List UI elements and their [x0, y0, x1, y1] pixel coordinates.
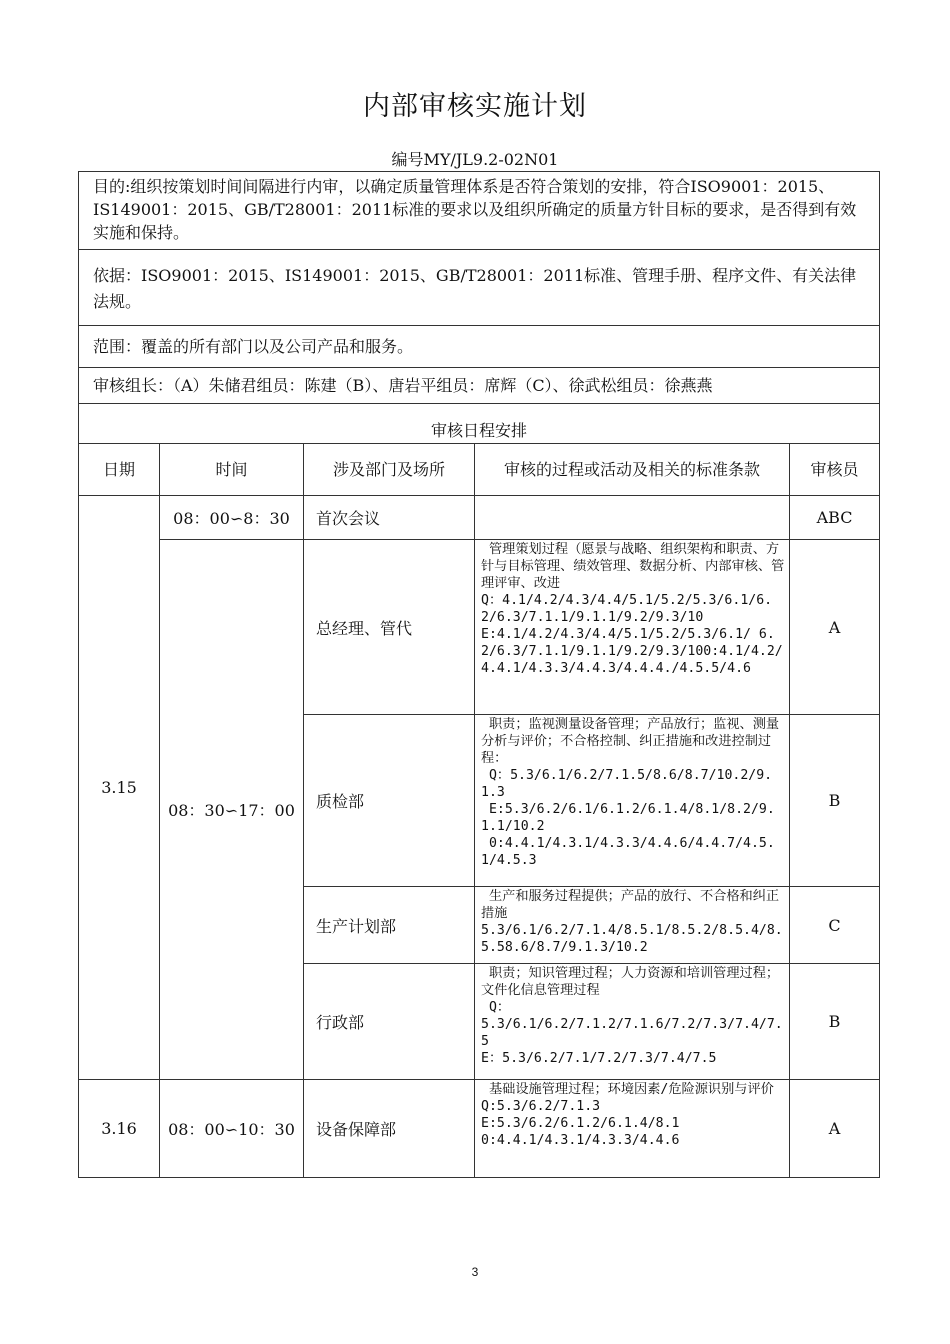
scope-text: 范围：覆盖的所有部门以及公司产品和服务。 — [79, 326, 880, 368]
header-dept: 涉及部门及场所 — [304, 444, 475, 496]
time-cell: 08：00∽8：30 — [160, 496, 304, 540]
auditor-cell: ABC — [790, 496, 880, 540]
process-cell: 职责；知识管理过程；人力资源和培训管理过程；文件化信息管理过程 Q： 5.3/6.1/6.2/7.1.2/7.1.6/7.2/7.3/7.4/7.5 E：5.3/6.2/7.1/7.2/7.3/7.4/7.5 — [475, 964, 790, 1080]
date-cell: 3.15 — [79, 496, 160, 1080]
header-auditor: 审核员 — [790, 444, 880, 496]
time-cell: 08：30∽17：00 — [160, 540, 304, 1080]
dept-cell: 总经理、管代 — [304, 540, 475, 715]
process-cell: 职责；监视测量设备管理；产品放行；监视、测量分析与评价；不合格控制、纠正措施和改进控制过程： Q：5.3/6.1/6.2/7.1.5/8.6/8.7/10.2/9.1.3 E:5.3/6.2/6.1/6.1.2/6.1.4/8.1/8.2/9.1.1/10.2 0:4.4.1/4.3.1/4.3.3/4.4.6/4.4.7/4.5.1/4.5.3 — [475, 715, 790, 887]
process-cell: 基础设施管理过程；环境因素/危险源识别与评价 Q:5.3/6.2/7.1.3 E:5.3/6.2/6.1.2/6.1.4/8.1 0:4.4.1/4.3.1/4.3.3/4.4.6 — [475, 1080, 790, 1178]
header-date: 日期 — [79, 444, 160, 496]
process-cell: 生产和服务过程提供；产品的放行、不合格和纠正措施 5.3/6.1/6.2/7.1.4/8.5.1/8.5.2/8.5.4/8.5.58.6/8.7/9.1.3/10.2 — [475, 887, 790, 964]
auditor-cell: A — [790, 540, 880, 715]
header-time: 时间 — [160, 444, 304, 496]
auditor-cell: A — [790, 1080, 880, 1178]
page-number: 3 — [471, 1265, 479, 1279]
audit-team-text: 审核组长：（A）朱储君组员：陈建（B）、唐岩平组员：席辉（C）、徐武松组员：徐燕燕 — [79, 368, 880, 404]
dept-cell: 设备保障部 — [304, 1080, 475, 1178]
process-cell — [475, 496, 790, 540]
table-row — [79, 1080, 880, 1178]
dept-cell: 质检部 — [304, 715, 475, 887]
process-cell: 管理策划过程（愿景与战略、组织架构和职责、方针与目标管理、绩效管理、数据分析、内部审核、管理评审、改进 Q：4.1/4.2/4.3/4.4/5.1/5.2/5.3/6.1/6.2/6.3/7.1.1/9.1.1/9.2/9.3/10 E:4.1/4.2/4.3/4.4/5.1/5.2/5.3/6.1/ 6.2/6.3/7.1.1/9.1.1/9.2/9.3/100:4.1/4.2/4.4.1/4.3.3/4.4.3/4.4.4./4.5.5/4.6 — [475, 540, 790, 715]
auditor-cell: C — [790, 887, 880, 964]
dept-cell: 生产计划部 — [304, 887, 475, 964]
auditor-cell: B — [790, 964, 880, 1080]
table-row — [79, 540, 880, 715]
dept-cell: 首次会议 — [304, 496, 475, 540]
auditor-cell: B — [790, 715, 880, 887]
audit-plan-table — [78, 171, 880, 1178]
table-row — [79, 496, 880, 540]
header-process: 审核的过程或活动及相关的标准条款 — [475, 444, 790, 496]
dept-cell: 行政部 — [304, 964, 475, 1080]
page-title: 内部审核实施计划 — [363, 91, 587, 122]
basis-text: 依据：ISO9001：2015、IS149001：2015、GB/T28001：2011标准、管理手册、程序文件、有关法律法规。 — [79, 250, 880, 326]
time-cell: 08：00∽10：30 — [160, 1080, 304, 1178]
purpose-text: 目的:组织按策划时间间隔进行内审，以确定质量管理体系是否符合策划的安排，符合ISO9001：2015、IS149001：2015、GB/T28001：2011标准的要求以及组织所确定的质量方针目标的要求，是否得到有效实施和保持。 — [79, 172, 880, 250]
document-number: 编号MY/JL9.2-02N01 — [391, 150, 559, 169]
date-cell: 3.16 — [79, 1080, 160, 1178]
schedule-title: 审核日程安排 — [79, 404, 880, 444]
